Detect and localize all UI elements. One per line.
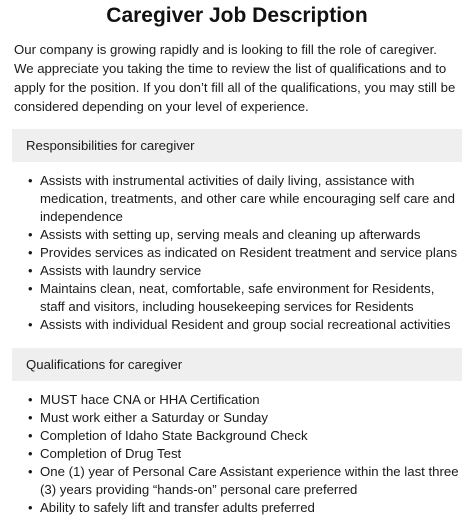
page-title: Caregiver Job Description bbox=[106, 4, 368, 27]
list-item: • One (1) year of Personal Care Assistant experience within the last three (3) years providing “hands-on” personal care preferred bbox=[28, 464, 459, 497]
list-item: • Must work either a Saturday or Sunday bbox=[28, 410, 268, 425]
bullet-icon: • bbox=[28, 317, 33, 332]
bullet-icon: • bbox=[28, 464, 33, 479]
bullet-icon: • bbox=[28, 392, 33, 407]
bullet-icon: • bbox=[28, 245, 33, 260]
responsibilities-list bbox=[12, 172, 462, 334]
qualifications-heading: Qualifications for caregiver bbox=[12, 348, 462, 381]
bullet-icon: • bbox=[28, 227, 33, 242]
list-item: • Assists with laundry service bbox=[28, 263, 202, 278]
intro-paragraph: Our company is growing rapidly and is looking to fill the role of caregiver. We appreciate you taking the time to review the list of qualifications and to apply for the position. If you don’t fill all of the qualifications, you may still be considered depending on your level of experience. bbox=[14, 42, 456, 114]
bullet-icon: • bbox=[28, 500, 33, 515]
list-item: • Ability to safely lift and transfer adults preferred bbox=[28, 500, 315, 515]
list-item: • Provides services as indicated on Resident treatment and service plans bbox=[28, 245, 458, 260]
bullet-icon: • bbox=[28, 281, 33, 296]
bullet-icon: • bbox=[28, 173, 33, 188]
list-item: • Completion of Idaho State Background Check bbox=[28, 428, 308, 443]
list-item: • Maintains clean, neat, comfortable, safe environment for Residents, staff and visitors, including housekeeping services for Residents bbox=[28, 281, 435, 314]
list-item: • Assists with individual Resident and group social recreational activities bbox=[28, 317, 451, 332]
bullet-icon: • bbox=[28, 428, 33, 443]
bullet-icon: • bbox=[28, 263, 33, 278]
qualifications-list bbox=[12, 391, 462, 517]
responsibilities-heading: Responsibilities for caregiver bbox=[12, 129, 462, 162]
bullet-icon: • bbox=[28, 410, 33, 425]
list-item: • Assists with instrumental activities of daily living, assistance with medication, treatments, and other care while encouraging self care and independence bbox=[28, 173, 455, 224]
bullet-icon: • bbox=[28, 446, 33, 461]
list-item: • Assists with setting up, serving meals and cleaning up afterwards bbox=[28, 227, 421, 242]
list-item: • Completion of Drug Test bbox=[28, 446, 182, 461]
list-item: • MUST hace CNA or HHA Certification bbox=[28, 392, 260, 407]
